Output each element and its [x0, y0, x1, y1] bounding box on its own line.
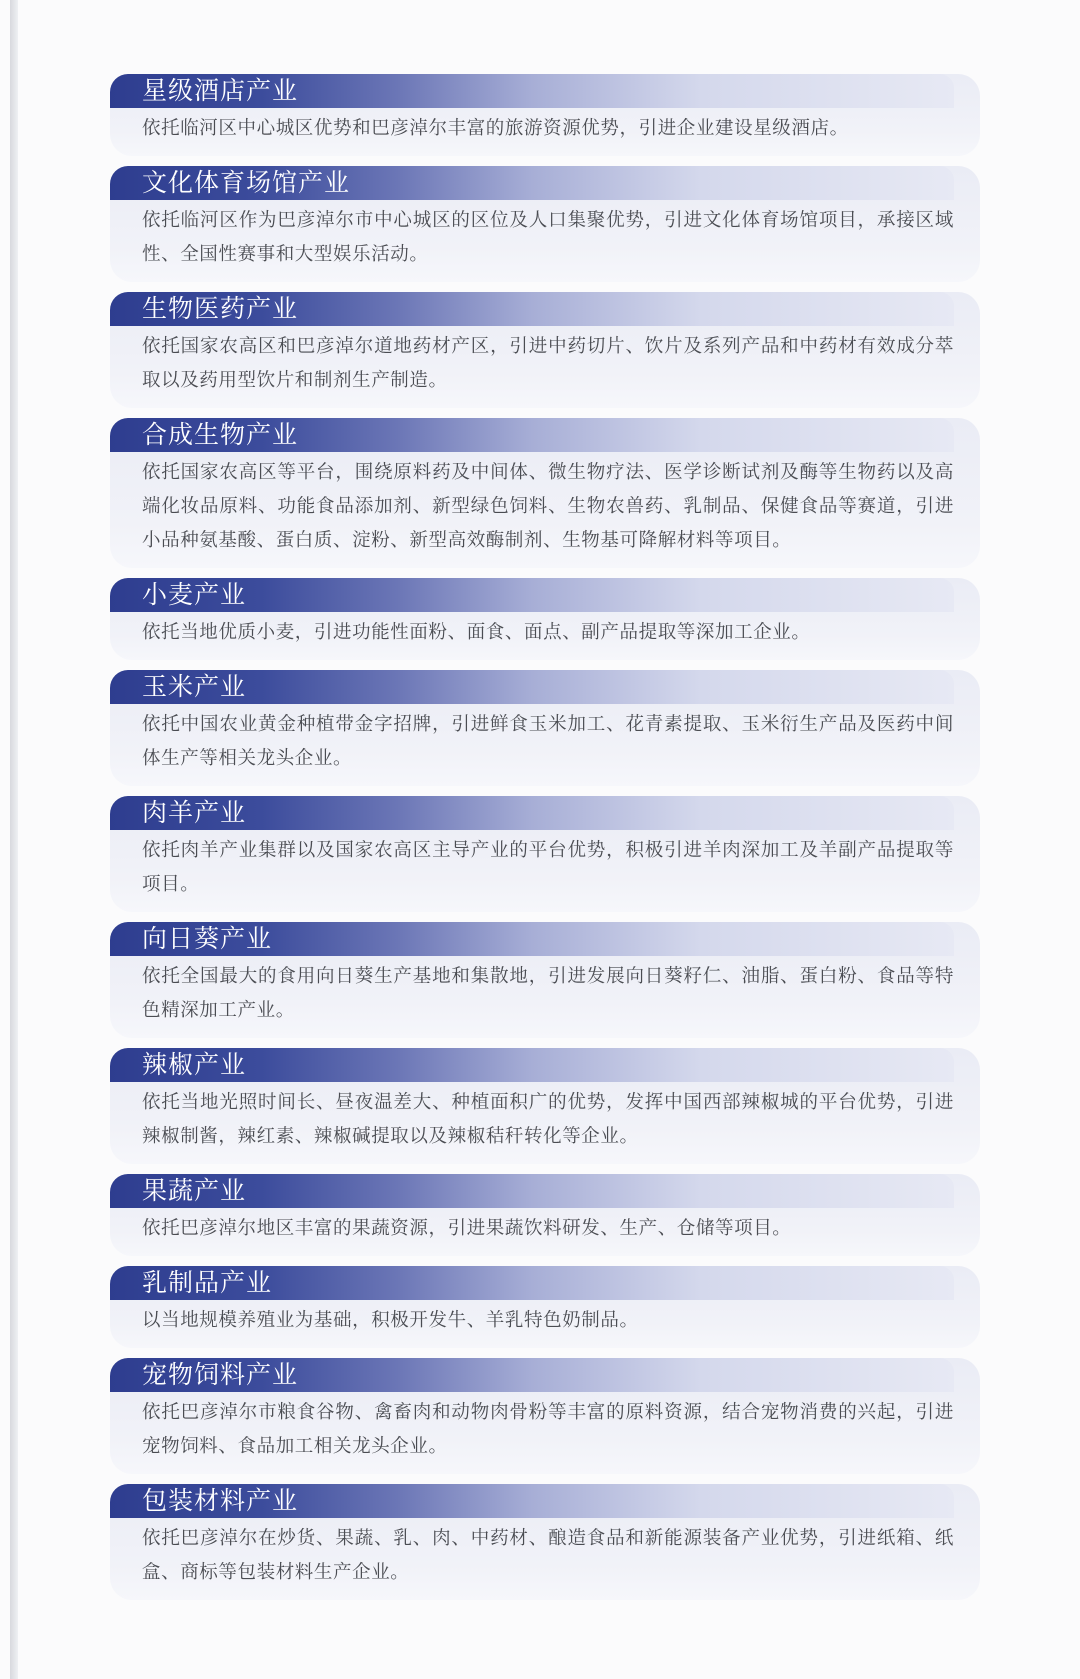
- section-title: 辣椒产业: [142, 1050, 247, 1079]
- section-description: 依托当地光照时间长、昼夜温差大、种植面积广的优势，发挥中国西部辣椒城的平台优势，引进辣椒制酱，辣红素、辣椒碱提取以及辣椒秸秆转化等企业。: [142, 1092, 954, 1147]
- section-header-bar: [110, 1266, 954, 1300]
- industry-section-synthetic-biology: [110, 418, 980, 568]
- section-header-bar: [110, 796, 954, 830]
- section-header-bar: [110, 292, 954, 326]
- section-title: 文化体育场馆产业: [142, 168, 351, 197]
- section-description: 依托巴彦淖尔地区丰富的果蔬资源，引进果蔬饮料研发、生产、仓储等项目。: [142, 1218, 792, 1239]
- industry-section-pet-feed: [110, 1358, 980, 1474]
- section-description: 以当地规模养殖业为基础，积极开发牛、羊乳特色奶制品。: [142, 1310, 639, 1331]
- section-header-bar: [110, 1048, 954, 1082]
- section-title: 包装材料产业: [142, 1486, 299, 1515]
- section-description: 依托中国农业黄金种植带金字招牌，引进鲜食玉米加工、花青素提取、玉米衍生产品及医药中间体生产等相关龙头企业。: [142, 714, 954, 769]
- section-title: 果蔬产业: [142, 1176, 247, 1205]
- section-description: 依托临河区作为巴彦淖尔市中心城区的区位及人口集聚优势，引进文化体育场馆项目，承接区域性、全国性赛事和大型娱乐活动。: [142, 210, 954, 265]
- section-header-bar: [110, 74, 954, 108]
- section-header-bar: [110, 1174, 954, 1208]
- section-description: 依托国家农高区和巴彦淖尔道地药材产区，引进中药切片、饮片及系列产品和中药材有效成分萃取以及药用型饮片和制剂生产制造。: [142, 336, 954, 391]
- industry-section-mutton-sheep: [110, 796, 980, 912]
- industry-section-culture-sports-venues: [110, 166, 980, 282]
- section-title: 肉羊产业: [142, 798, 247, 827]
- section-description: 依托国家农高区等平台，围绕原料药及中间体、微生物疗法、医学诊断试剂及酶等生物药以及高端化妆品原料、功能食品添加剂、新型绿色饲料、生物农兽药、乳制品、保健食品等赛道，引进小品种氨基酸、蛋白质、淀粉、新型高效酶制剂、生物基可降解材料等项目。: [142, 462, 954, 551]
- section-title: 乳制品产业: [142, 1268, 273, 1297]
- section-header-bar: [110, 1484, 954, 1518]
- section-description: 依托巴彦淖尔市粮食谷物、禽畜肉和动物肉骨粉等丰富的原料资源，结合宠物消费的兴起，引进宠物饲料、食品加工相关龙头企业。: [142, 1402, 954, 1457]
- section-header-bar: [110, 166, 954, 200]
- industry-section-wheat: [110, 578, 980, 660]
- section-header-bar: [110, 1358, 954, 1392]
- industry-section-biomedicine: [110, 292, 980, 408]
- section-header-bar: [110, 670, 954, 704]
- industry-section-chili-pepper: [110, 1048, 980, 1164]
- section-description: 依托肉羊产业集群以及国家农高区主导产业的平台优势，积极引进羊肉深加工及羊副产品提取等项目。: [142, 840, 954, 895]
- page-binding-edge: [10, 0, 18, 1679]
- section-header-bar: [110, 418, 954, 452]
- section-description: 依托全国最大的食用向日葵生产基地和集散地，引进发展向日葵籽仁、油脂、蛋白粉、食品等特色精深加工产业。: [142, 966, 954, 1021]
- section-title: 宠物饲料产业: [142, 1360, 299, 1389]
- section-title: 向日葵产业: [142, 924, 273, 953]
- industry-section-packaging: [110, 1484, 980, 1600]
- industry-section-sunflower: [110, 922, 980, 1038]
- industry-list: [110, 74, 980, 1600]
- section-title: 小麦产业: [142, 580, 247, 609]
- section-description: 依托当地优质小麦，引进功能性面粉、面食、面点、副产品提取等深加工企业。: [142, 622, 811, 643]
- section-title: 合成生物产业: [142, 420, 299, 449]
- section-title: 生物医药产业: [142, 294, 299, 323]
- section-description: 依托巴彦淖尔在炒货、果蔬、乳、肉、中药材、酿造食品和新能源装备产业优势，引进纸箱、纸盒、商标等包装材料生产企业。: [142, 1528, 954, 1583]
- section-description: 依托临河区中心城区优势和巴彦淖尔丰富的旅游资源优势，引进企业建设星级酒店。: [142, 118, 849, 139]
- section-title: 星级酒店产业: [142, 76, 299, 105]
- section-header-bar: [110, 578, 954, 612]
- section-header-bar: [110, 922, 954, 956]
- industry-section-dairy: [110, 1266, 980, 1348]
- industry-section-star-hotel: [110, 74, 980, 156]
- industry-section-fruit-vegetable: [110, 1174, 980, 1256]
- section-title: 玉米产业: [142, 672, 247, 701]
- industry-section-corn: [110, 670, 980, 786]
